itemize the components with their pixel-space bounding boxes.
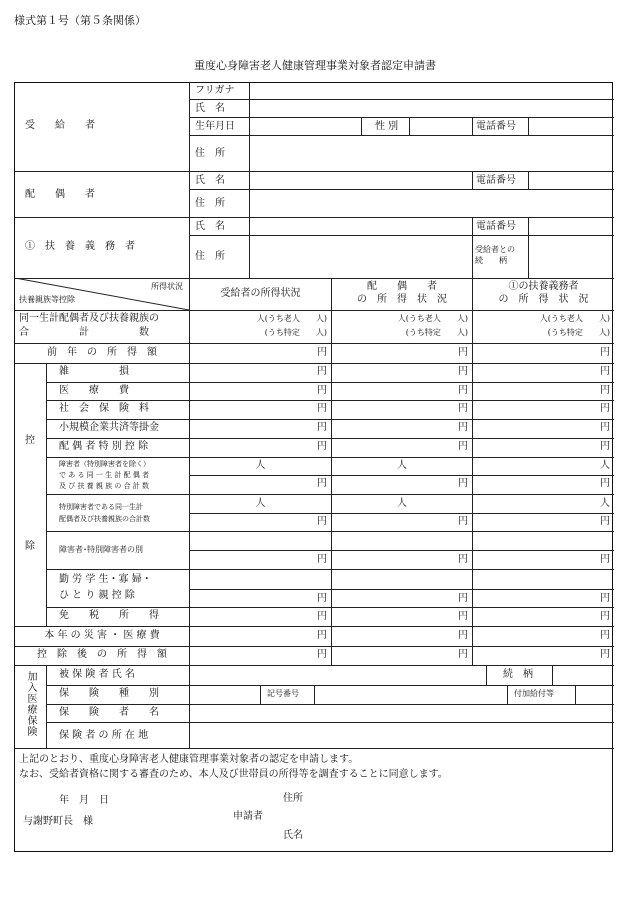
col-spouse-income-1: 配 偶 者 xyxy=(367,281,437,292)
recipient-persons-elderly: 人(うち老人 人) xyxy=(256,314,327,323)
working-student-label-2: ひ と り 親 控 除 xyxy=(59,590,135,601)
special-disabled-label-1: 特別障害者である同一生計 xyxy=(59,503,143,511)
disaster-medical-label: 本 年 の 災 害 ・ 医 療 費 xyxy=(44,630,160,641)
col-supporter-income-1: ①の扶養義務者 xyxy=(508,281,579,292)
insurer-address-label: 保 険 者 の 所 在 地 xyxy=(59,730,149,741)
corner-dependents: 扶養親族等控除 xyxy=(19,295,75,304)
dob-label: 生年月日 xyxy=(195,121,235,132)
spouse-address-label: 住 所 xyxy=(195,198,225,209)
spouse-disabled-type-unit: 円 xyxy=(458,554,468,565)
misc-loss-label: 雑 損 xyxy=(59,366,129,377)
recipient-persons-specific: (うち特定 人) xyxy=(264,328,327,337)
spouse-disabled-yen-unit: 円 xyxy=(458,478,468,489)
relationship-label-1: 受給者との xyxy=(475,245,515,254)
recipient-small-business-unit: 円 xyxy=(317,422,327,433)
recipient-special-disabled-yen-unit: 円 xyxy=(317,516,327,527)
spouse-misc-loss-unit: 円 xyxy=(458,366,468,377)
statement-line-2: なお、受給者資格に関する審査のため、本人及び世帯員の所得等を調査することに同意します。 xyxy=(19,769,448,780)
recipient-disabled-yen-unit: 円 xyxy=(317,478,327,489)
spouse-disabled-persons-unit: 人 xyxy=(397,460,407,471)
deduction-vertical-2: 除 xyxy=(25,541,35,552)
supporter-name-label: 氏 名 xyxy=(195,221,225,232)
spouse-prev-income-unit: 円 xyxy=(458,347,468,358)
supporter-persons-specific: (うち特定 人) xyxy=(547,328,610,337)
recipient-prev-income-unit: 円 xyxy=(317,347,327,358)
disabled-type-label: 障害者･特別障害者の別 xyxy=(59,545,143,554)
recipient-disabled-type-unit: 円 xyxy=(317,554,327,565)
post-deduction-label: 控 除 後 の 所 得 額 xyxy=(37,649,167,660)
recipient-name-label: 氏 名 xyxy=(195,103,225,114)
form-number: 様式第１号（第５条関係） xyxy=(14,14,146,27)
small-business-label: 小規模企業共済等掛金 xyxy=(59,422,159,433)
form-title: 重度心身障害老人健康管理事業対象者認定申請書 xyxy=(194,59,436,72)
recipient-phone-label: 電話番号 xyxy=(476,121,516,132)
deduction-vertical-1: 控 xyxy=(25,435,35,446)
recipient-spouse-special-unit: 円 xyxy=(317,441,327,452)
supporter-persons-elderly: 人(うち老人 人) xyxy=(539,314,610,323)
supporter-working-student-unit: 円 xyxy=(600,593,610,604)
supporter-post-deduction-unit: 円 xyxy=(600,649,610,660)
supporter-small-business-unit: 円 xyxy=(600,422,610,433)
relationship-label-2: 続 柄 xyxy=(475,256,507,265)
tax-exempt-label: 免 税 所 得 xyxy=(59,610,159,621)
applicant-address-label: 住所 xyxy=(283,793,303,804)
supporter-address-label: 住 所 xyxy=(195,251,225,262)
spouse-disaster-unit: 円 xyxy=(458,630,468,641)
corner-income-status: 所得状況 xyxy=(151,282,183,291)
insurance-vertical-label: 加入医療保険 xyxy=(25,671,36,737)
application-form-frame xyxy=(14,82,613,852)
applicant-name-label: 氏名 xyxy=(283,830,303,841)
working-student-label-1: 勤 労 学 生・寡 婦・ xyxy=(59,574,152,585)
supporter-special-disabled-yen-unit: 円 xyxy=(600,516,610,527)
spouse-working-student-unit: 円 xyxy=(458,593,468,604)
applicant-label: 申請者 xyxy=(233,811,263,822)
spouse-special-disabled-persons-unit: 人 xyxy=(397,498,407,509)
furigana-label: フリガナ xyxy=(195,85,235,96)
supporter-misc-loss-unit: 円 xyxy=(600,366,610,377)
disabled-label-3: 及 び 扶 養 親 族 の 合 計 数 xyxy=(59,482,150,490)
supporter-tax-exempt-unit: 円 xyxy=(600,611,610,622)
col-recipient-income: 受給者の所得状況 xyxy=(220,288,301,299)
special-disabled-label-2: 配偶者及び扶養親族の合計数 xyxy=(59,515,150,523)
supplementary-label: 付加給付等 xyxy=(514,689,554,698)
spouse-tax-exempt-unit: 円 xyxy=(458,611,468,622)
spouse-spouse-special-unit: 円 xyxy=(458,441,468,452)
supporter-special-disabled-persons-unit: 人 xyxy=(600,498,610,509)
recipient-address-label: 住 所 xyxy=(195,148,225,159)
supporter-disaster-unit: 円 xyxy=(600,630,610,641)
disabled-label-1: 障害者（特別障害者を除く） xyxy=(59,460,150,468)
spouse-post-deduction-unit: 円 xyxy=(458,649,468,660)
spouse-medical-unit: 円 xyxy=(458,385,468,396)
recipient-tax-exempt-unit: 円 xyxy=(317,611,327,622)
recipient-social-insurance-unit: 円 xyxy=(317,403,327,414)
insurance-type-label: 保 険 種 別 xyxy=(59,688,159,699)
section-recipient: 受 給 者 xyxy=(25,120,95,131)
col-spouse-income-2: の 所 得 状 況 xyxy=(357,294,447,305)
addressee: 与謝野町長 様 xyxy=(23,816,93,827)
supporter-spouse-special-unit: 円 xyxy=(600,441,610,452)
supporter-medical-unit: 円 xyxy=(600,385,610,396)
insured-name-label: 被 保 険 者 氏 名 xyxy=(59,669,135,680)
recipient-working-student-unit: 円 xyxy=(317,593,327,604)
dependents-label-2: 合 計 数 xyxy=(19,327,149,338)
supporter-disabled-type-unit: 円 xyxy=(600,554,610,565)
spouse-small-business-unit: 円 xyxy=(458,422,468,433)
dependents-label-1: 同一生計配偶者及び扶養親族の xyxy=(19,313,159,324)
recipient-special-disabled-persons-unit: 人 xyxy=(255,498,266,509)
prev-income-label: 前 年 の 所 得 額 xyxy=(47,347,157,358)
supporter-disabled-yen-unit: 円 xyxy=(600,478,610,489)
recipient-post-deduction-unit: 円 xyxy=(317,649,327,660)
recipient-disabled-persons-unit: 人 xyxy=(255,460,266,471)
disabled-label-2: で あ る 同 一 生 計 配 偶 者 xyxy=(59,471,150,479)
col-supporter-income-2: の 所 得 状 況 xyxy=(498,294,589,305)
section-supporter: ① 扶 養 義 務 者 xyxy=(25,241,135,252)
spouse-social-insurance-unit: 円 xyxy=(458,403,468,414)
social-insurance-label: 社 会 保 険 料 xyxy=(59,403,149,414)
spouse-phone-label: 電話番号 xyxy=(476,175,516,186)
application-date: 年 月 日 xyxy=(59,795,109,806)
section-spouse: 配 偶 者 xyxy=(25,189,95,200)
supporter-phone-label: 電話番号 xyxy=(476,221,516,232)
medical-label: 医 療 費 xyxy=(59,385,129,396)
symbol-number-label: 記号番号 xyxy=(267,689,299,698)
recipient-misc-loss-unit: 円 xyxy=(317,366,327,377)
sex-label: 性 別 xyxy=(375,121,399,132)
insured-relationship-label: 続 柄 xyxy=(503,669,533,680)
supporter-disabled-persons-unit: 人 xyxy=(600,460,610,471)
spouse-persons-elderly: 人(うち老人 人) xyxy=(397,314,468,323)
spouse-name-label: 氏 名 xyxy=(195,175,225,186)
spouse-special-label: 配 偶 者 特 別 控 除 xyxy=(59,441,149,452)
supporter-prev-income-unit: 円 xyxy=(600,347,610,358)
supporter-social-insurance-unit: 円 xyxy=(600,403,610,414)
insurer-name-label: 保 険 者 名 xyxy=(59,707,159,718)
spouse-special-disabled-yen-unit: 円 xyxy=(458,516,468,527)
spouse-persons-specific: (うち特定 人) xyxy=(405,328,468,337)
recipient-disaster-unit: 円 xyxy=(317,630,327,641)
statement-line-1: 上記のとおり、重度心身障害老人健康管理事業対象者の認定を申請します。 xyxy=(19,754,359,765)
recipient-medical-unit: 円 xyxy=(317,385,327,396)
